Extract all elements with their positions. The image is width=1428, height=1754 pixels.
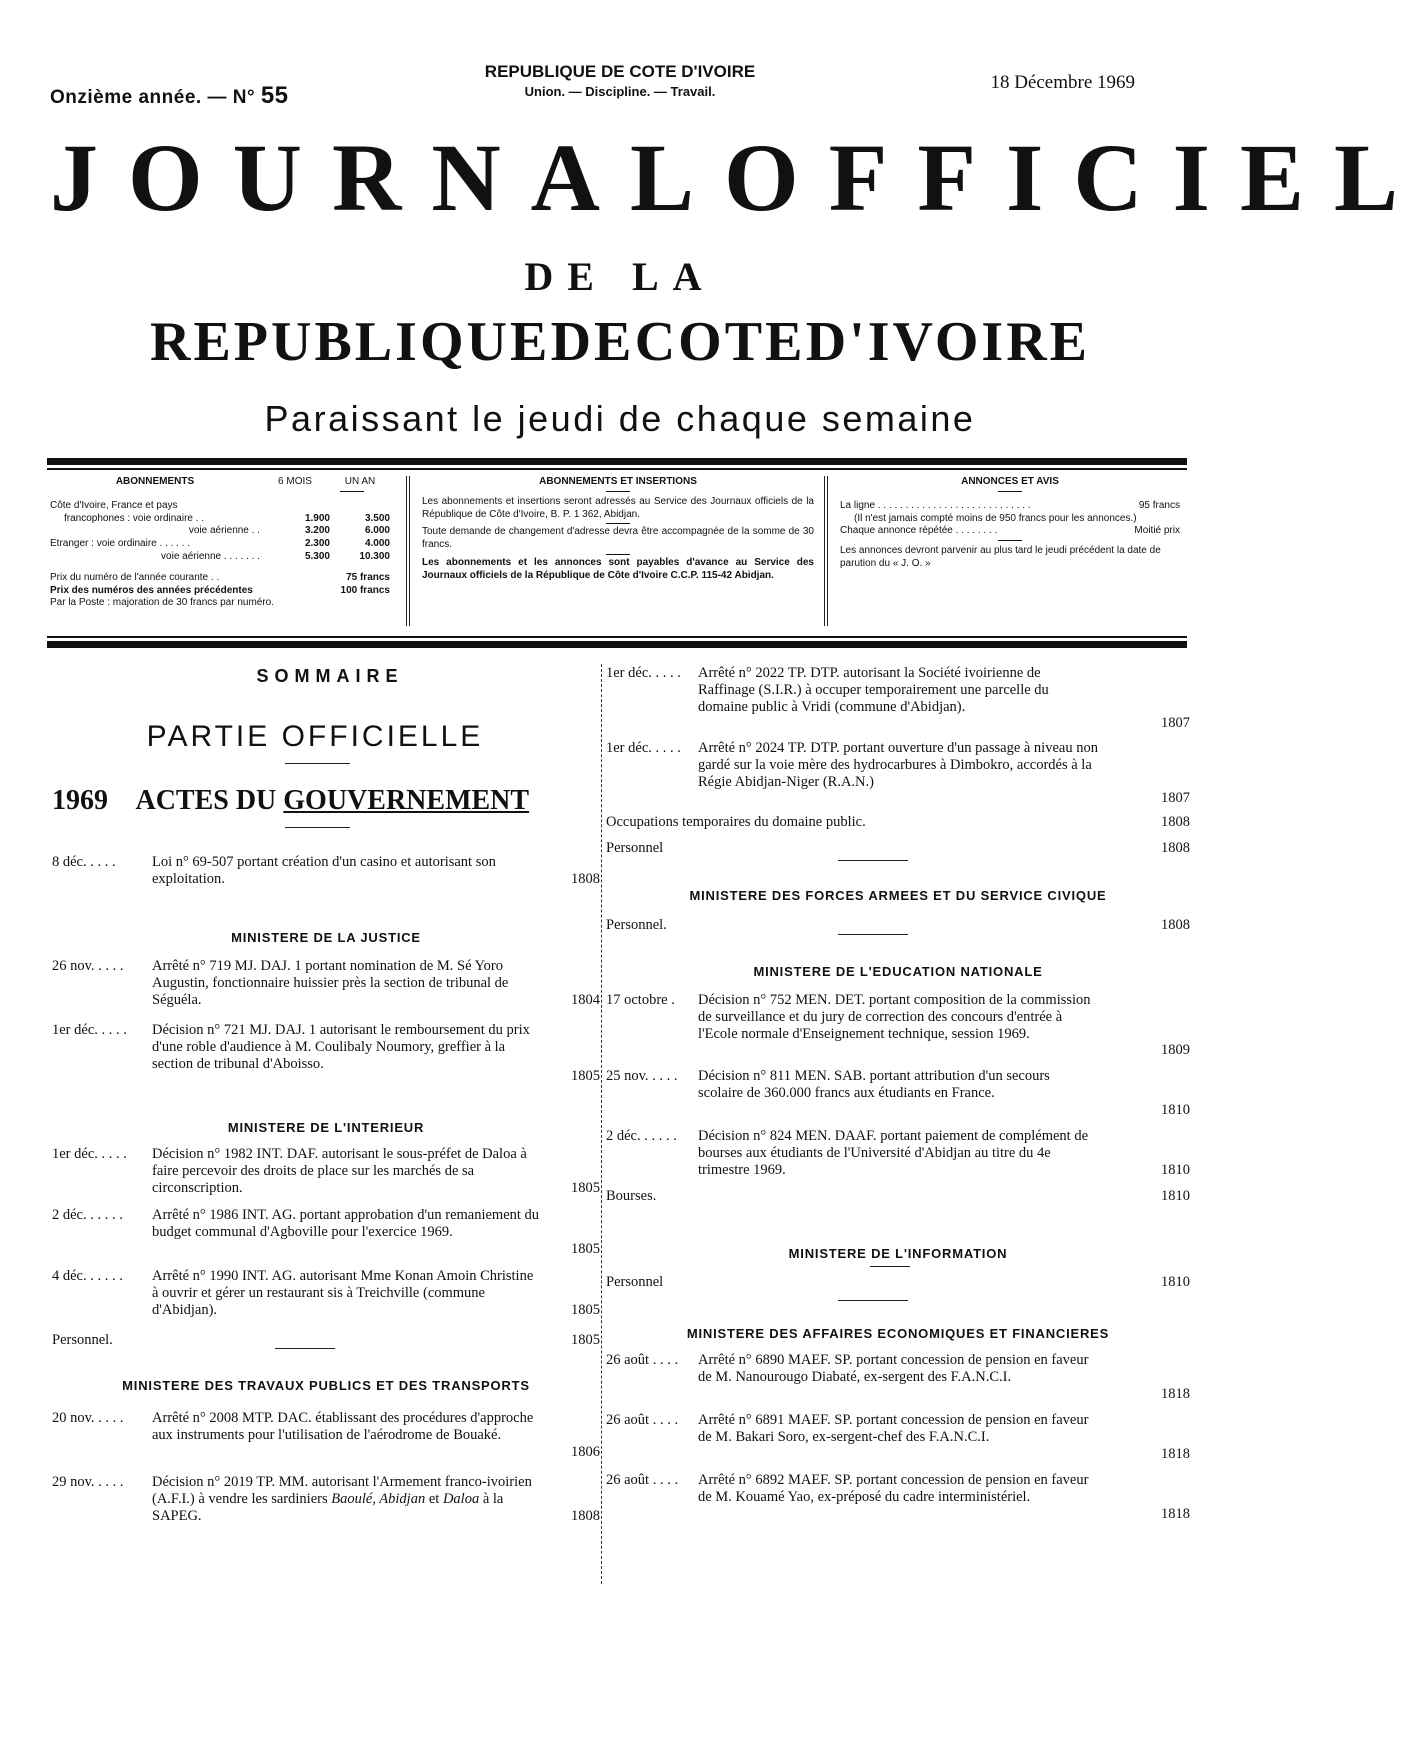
top-rule-thin <box>47 468 1187 470</box>
contents-entry: 1er déc. . . . . Arrêté n° 2024 TP. DTP. portant ouverture d'un passage à niveau non gardé sur la voie mère des hydrocarbures à Dimbokro, accordés à la Régie Abidjan-Niger (R.A.N.) 1807 <box>606 740 1190 806</box>
divider <box>285 827 350 828</box>
entry-page: 1808 <box>571 871 600 887</box>
contents-entry: 29 nov. . . . . Décision n° 2019 TP. MM. autorisant l'Armement franco-ivoirien (A.F.I.) à vendre les sardiniers Baoulé, Abidjan et Daloa à la SAPEG. 1808 <box>52 1474 600 1524</box>
insertions-address: Les abonnements et insertions seront adressés au Service des Journaux officiels de la République de Côte d'Ivoire, B. P. 1 362, Abidjan. <box>422 495 814 520</box>
divider <box>838 1300 908 1301</box>
divider <box>275 1348 335 1349</box>
contents-entry: Bourses. 1810 <box>606 1188 1190 1204</box>
divider <box>606 554 630 555</box>
edition-number: 55 <box>260 82 289 109</box>
insertions-column <box>422 476 814 626</box>
rates-table <box>50 500 390 564</box>
rates-block <box>50 476 1180 628</box>
actes-heading <box>52 785 600 817</box>
abonnements-column <box>50 476 390 626</box>
title-republic <box>150 310 1090 374</box>
rate-row: Côte d'Ivoire, France et pays <box>50 499 178 511</box>
title-word-journal: JOURNAL <box>50 124 725 231</box>
col-6-mois: 6 MOIS <box>278 476 312 487</box>
ministry-heading: MINISTERE DES TRAVAUX PUBLICS ET DES TRANSPORTS <box>122 1378 530 1393</box>
actes-year: 1969 <box>52 785 108 816</box>
ministry-heading: MINISTERE DES AFFAIRES ECONOMIQUES ET FINANCIERES <box>686 1326 1110 1341</box>
annonce-ligne-price: 95 francs <box>1138 499 1180 511</box>
contents-entry: 26 nov. . . . . Arrêté n° 719 MJ. DAJ. 1 portant nomination de M. Sé Yoro Augustin, fonctionnaire huissier près la section de tribunal de Séguéla. 1804 <box>52 958 600 1008</box>
contents-entry: Personnel 1810 <box>606 1274 1190 1290</box>
ministry-heading: MINISTERE DES FORCES ARMEES ET DU SERVICE CIVIQUE <box>689 888 1107 903</box>
republic-motto: Union. — Discipline. — Travail. <box>524 84 716 99</box>
contents-entry: 26 août . . . . Arrêté n° 6890 MAEF. SP. portant concession de pension en faveur de M. Nanourougo Diabaté, ex-sergent des F.A.N.C.I. 1818 <box>606 1352 1190 1402</box>
contents-entry: 20 nov. . . . . Arrêté n° 2008 MTP. DAC. établissant des procédures d'approche aux instruments pour l'utilisation de l'aérodrome de Bouaké. 1806 <box>52 1410 600 1460</box>
publication-frequency: Paraissant le jeudi de chaque semaine <box>264 398 976 439</box>
column-divider <box>824 476 828 626</box>
divider <box>606 491 630 492</box>
divider <box>285 763 350 764</box>
divider <box>870 1266 910 1267</box>
divider <box>998 491 1022 492</box>
bottom-rule-thin <box>47 636 1187 638</box>
insertions-heading: ABONNEMENTS ET INSERTIONS <box>539 476 697 487</box>
journal-title <box>50 124 1428 231</box>
annonce-repetee-price: Moitié prix <box>1134 525 1180 537</box>
rate-row: francophones : voie ordinaire . . 1.900 3.500 <box>64 512 390 524</box>
entry-date: 8 déc. . . . . <box>52 854 116 870</box>
insertions-change-address: Toute demande de changement d'adresse devra être accompagnée de la somme de 30 francs. <box>422 526 814 551</box>
contents-column-divider <box>601 664 602 1584</box>
ministry-heading: MINISTERE DE L'INTERIEUR <box>227 1120 425 1135</box>
divider <box>998 540 1022 541</box>
title-de-la: DE LA <box>524 254 716 299</box>
actes-gouvernement: GOUVERNEMENT <box>283 785 530 816</box>
sommaire-heading: SOMMAIRE <box>256 666 404 686</box>
issue-date: 18 Décembre 1969 <box>990 72 1135 93</box>
divider <box>838 860 908 861</box>
annonce-ligne-label: La ligne . . . . . . . . . . . . . . . . . . . . . . . . . . . . <box>840 499 1031 511</box>
abonnements-heading: ABONNEMENTS <box>115 476 195 487</box>
contents-entry: 4 déc. . . . . . Arrêté n° 1990 INT. AG. autorisant Mme Konan Amoin Christine à ouvrir et gérer un restaurant sis à Treichville (commune d'Abidjan). 1805 <box>52 1268 600 1318</box>
contents-entry: 1er déc. . . . . Décision n° 1982 INT. DAF. autorisant le sous-préfet de Daloa à faire percevoir des droits de place sur les marchés de sa circonscription. 1805 <box>52 1146 600 1196</box>
contents-entry: Personnel. 1805 <box>52 1332 600 1348</box>
contents-entry: 1er déc. . . . . Arrêté n° 2022 TP. DTP. autorisant la Société ivoirienne de Raffinage (S.I.R.) à occuper temporairement une parcelle du domaine public à Vridi (commune d'Abidjan). 1807 <box>606 665 1190 731</box>
contents-entry: 1er déc. . . . . Décision n° 721 MJ. DAJ. 1 autorisant le remboursement du prix d'une roble d'audience à M. Coulibaly Noumory, greffier à la section de tribunal d'Aboisso. 1805 <box>52 1022 600 1084</box>
title-word-officiel: OFFICIEL <box>724 124 1428 231</box>
divider <box>340 491 364 492</box>
rate-row: voie aérienne . . . . . . . 5.300 10.300 <box>161 550 390 562</box>
edition-label: Onzième année. — N° <box>50 87 256 108</box>
contents-entry: Occupations temporaires du domaine public. 1808 <box>606 814 1190 830</box>
title-rep-word-1: REPUBLIQUE <box>150 311 551 373</box>
rate-row: Etranger : voie ordinaire . . . . . . 2.300 4.000 <box>50 538 390 550</box>
divider <box>606 523 630 524</box>
ministry-heading: MINISTERE DE LA JUSTICE <box>231 930 421 945</box>
annonce-repetee-label: Chaque annonce répétée . . . . . . . . <box>840 525 998 537</box>
republic-name: REPUBLIQUE DE COTE D'IVOIRE <box>484 62 756 81</box>
annonces-heading: ANNONCES ET AVIS <box>961 476 1059 487</box>
title-rep-word-2: DE <box>550 311 635 373</box>
ministry-heading: MINISTERE DE L'INFORMATION <box>788 1246 1008 1261</box>
contents-entry <box>52 854 600 894</box>
republic-header <box>440 62 800 99</box>
divider <box>838 934 908 935</box>
contents-entry: 2 déc. . . . . . Décision n° 824 MEN. DAAF. portant paiement de complément de bourses aux étudiants de l'Université d'Abidjan au titre du 4e trimestre 1969. 1810 <box>606 1128 1190 1178</box>
ministry-heading: MINISTERE DE L'EDUCATION NATIONALE <box>753 964 1043 979</box>
annonce-deadline: Les annonces devront parvenir au plus tard le jeudi précédent la date de parution du « J. O. » <box>840 545 1161 569</box>
top-rule <box>47 458 1187 465</box>
edition-info <box>50 82 289 110</box>
contents-entry: 26 août . . . . Arrêté n° 6891 MAEF. SP. portant concession de pension en faveur de M. Bakari Soro, ex-sergent-chef des F.A.N.C.I. 1818 <box>606 1412 1190 1462</box>
annonces-column <box>840 476 1180 626</box>
contents-entry: Personnel. 1808 <box>606 917 1190 933</box>
contents-entry: 17 octobre . Décision n° 752 MEN. DET. portant composition de la commission de surveillance et du jury de correction des concours d'entrée à l'Ecole normale d'Enseignement technique, session 1969. 1809 <box>606 992 1190 1058</box>
bottom-rule <box>47 641 1187 648</box>
insertions-payment: Les abonnements et les annonces sont payables d'avance au Service des Journaux officiels de la République de Côte d'Ivoire C.C.P. 115-42 Abidjan. <box>422 556 814 581</box>
column-divider <box>406 476 410 626</box>
col-un-an: UN AN <box>344 476 376 487</box>
entry-text: Loi n° 69-507 portant création d'un casino et autorisant son exploitation. <box>152 854 496 887</box>
title-rep-word-3: COTE <box>634 311 806 373</box>
contents-entry: 25 nov. . . . . Décision n° 811 MEN. SAB. portant attribution d'un secours scolaire de 360.000 francs aux étudiants en France. 1810 <box>606 1068 1190 1118</box>
partie-officielle: PARTIE OFFICIELLE <box>146 720 484 753</box>
number-prices: Prix du numéro de l'année courante . . 75 francs Prix des numéros des années précédentes 100 francs Par la Poste : majoration de 30 francs par numéro. <box>50 571 390 609</box>
rate-row: voie aérienne . . 3.200 6.000 <box>188 525 390 537</box>
annonce-minimum-note: (Il n'est jamais compté moins de 950 francs pour les annonces.) <box>854 512 1137 524</box>
title-rep-word-4: D'IVOIRE <box>805 311 1090 373</box>
contents-entry: 2 déc. . . . . . Arrêté n° 1986 INT. AG. portant approbation d'un remaniement du budget communal d'Agboville pour l'exercice 1969. 1805 <box>52 1207 600 1257</box>
contents-entry: Personnel 1808 <box>606 840 1190 856</box>
contents-entry: 26 août . . . . Arrêté n° 6892 MAEF. SP. portant concession de pension en faveur de M. Kouamé Yao, ex-préposé du cadre interministériel. 1818 <box>606 1472 1190 1522</box>
actes-label: ACTES DU <box>135 785 277 816</box>
